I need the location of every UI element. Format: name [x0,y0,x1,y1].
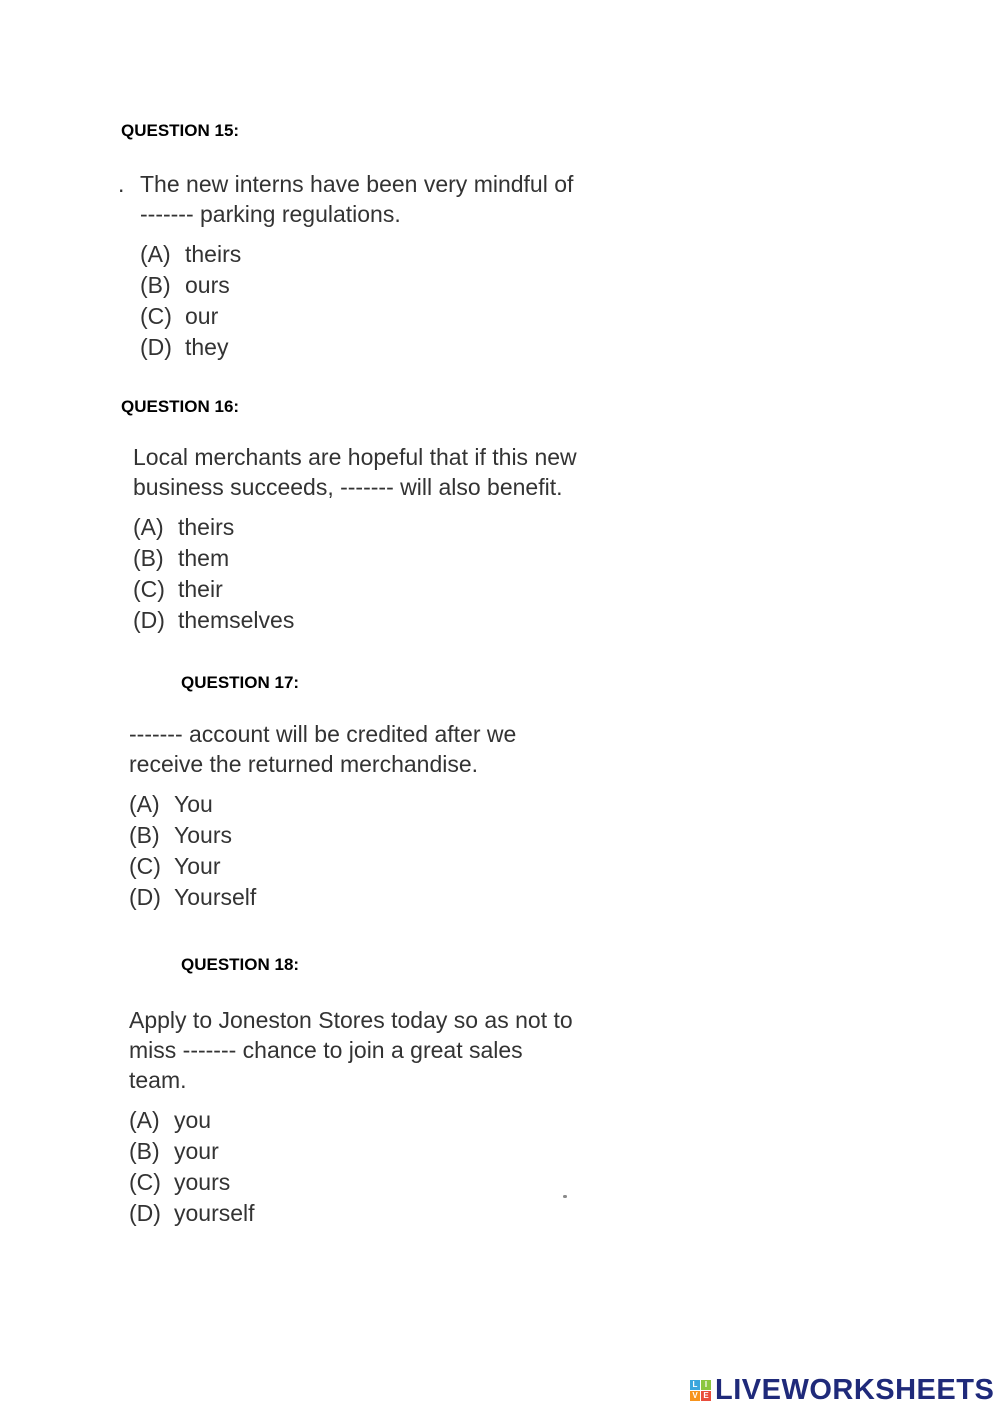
question-17-heading: QUESTION 17: [181,673,300,692]
question-17-option-d[interactable] [129,882,516,913]
option-text: themselves [178,607,295,633]
logo-tile-i: I [701,1380,711,1390]
question-16-block [133,442,577,636]
question-18-option-c[interactable] [129,1167,573,1198]
option-letter: (C) [129,1169,161,1195]
logo-tile-l: L [690,1380,700,1390]
question-18-option-b[interactable] [129,1136,573,1167]
question-15-stem-prefix: . [118,171,125,197]
question-16-option-b[interactable] [133,543,577,574]
question-16-heading: QUESTION 16: [121,397,240,416]
question-18-option-d[interactable] [129,1198,573,1229]
option-text: they [185,334,229,360]
option-text: yourself [174,1200,255,1226]
question-17-option-b[interactable] [129,820,516,851]
question-15-option-b[interactable] [140,270,573,301]
option-letter: (D) [129,1200,161,1226]
question-18-stem [129,1005,573,1095]
question-18-stem-line-3: team. [129,1067,187,1093]
question-18-option-a[interactable] [129,1105,573,1136]
question-18-stem-line-1: Apply to Joneston Stores today so as not to [129,1007,573,1033]
question-16-stem-line-1: Local merchants are hopeful that if this new [133,444,577,470]
question-17-stem-line-2: receive the returned merchandise. [129,751,479,777]
question-17-option-c[interactable] [129,851,516,882]
question-17-stem [129,719,516,779]
option-letter: (C) [140,303,172,329]
option-text: our [185,303,219,329]
question-16-option-c[interactable] [133,574,577,605]
option-letter: (B) [140,272,171,298]
option-letter: (A) [129,1107,160,1133]
option-letter: (A) [129,791,160,817]
option-letter: (D) [133,607,165,633]
question-15-stem-line-1: . The new interns have been very mindful of [118,171,574,197]
question-15-option-d[interactable] [140,332,573,363]
option-letter: (D) [140,334,172,360]
option-text: them [178,545,230,571]
option-text: ours [185,272,230,298]
question-15-heading: QUESTION 15: [121,121,240,140]
option-text: Yourself [174,884,257,910]
option-letter: (A) [140,241,171,267]
option-letter: (B) [129,1138,160,1164]
question-18-heading: QUESTION 18: [181,955,300,974]
option-letter: (C) [129,853,161,879]
question-15-block [118,169,573,363]
option-letter: (B) [129,822,160,848]
option-letter: (C) [133,576,165,602]
option-text: theirs [185,241,242,267]
question-17-stem-line-1: ------- account will be credited after we [129,721,517,747]
question-15-option-a[interactable] [140,239,573,270]
question-16-option-a[interactable] [133,512,577,543]
option-text: your [174,1138,219,1164]
option-letter: (A) [133,514,164,540]
question-16-stem [133,442,577,502]
scan-speck [563,1195,567,1198]
logo-tile-v: V [690,1391,700,1401]
question-16-stem-line-2: business succeeds, ------- will also benefit. [133,474,563,500]
question-18-stem-line-2: miss ------- chance to join a great sales [129,1037,523,1063]
logo-tile-e: E [701,1391,711,1401]
question-18-options [129,1105,573,1229]
question-17-options [129,789,516,913]
option-text: Your [174,853,221,879]
option-text: Yours [174,822,232,848]
question-15-stem-line-2: ------- parking regulations. [140,201,401,227]
question-17-block [129,719,516,913]
logo-brand-text: LIVEWORKSHEETS [715,1374,995,1406]
option-text: yours [174,1169,231,1195]
option-text: You [174,791,213,817]
question-16-options [133,512,577,636]
question-15-stem [118,169,573,229]
question-15-options [118,239,573,363]
question-17-option-a[interactable] [129,789,516,820]
question-18-block [129,1005,573,1229]
logo-tiles-icon [690,1380,711,1401]
question-15-option-c[interactable] [140,301,573,332]
question-16-option-d[interactable] [133,605,577,636]
option-text: you [174,1107,212,1133]
liveworksheets-logo[interactable] [690,1374,994,1406]
option-letter: (D) [129,884,161,910]
option-text: theirs [178,514,235,540]
option-text: their [178,576,223,602]
option-letter: (B) [133,545,164,571]
